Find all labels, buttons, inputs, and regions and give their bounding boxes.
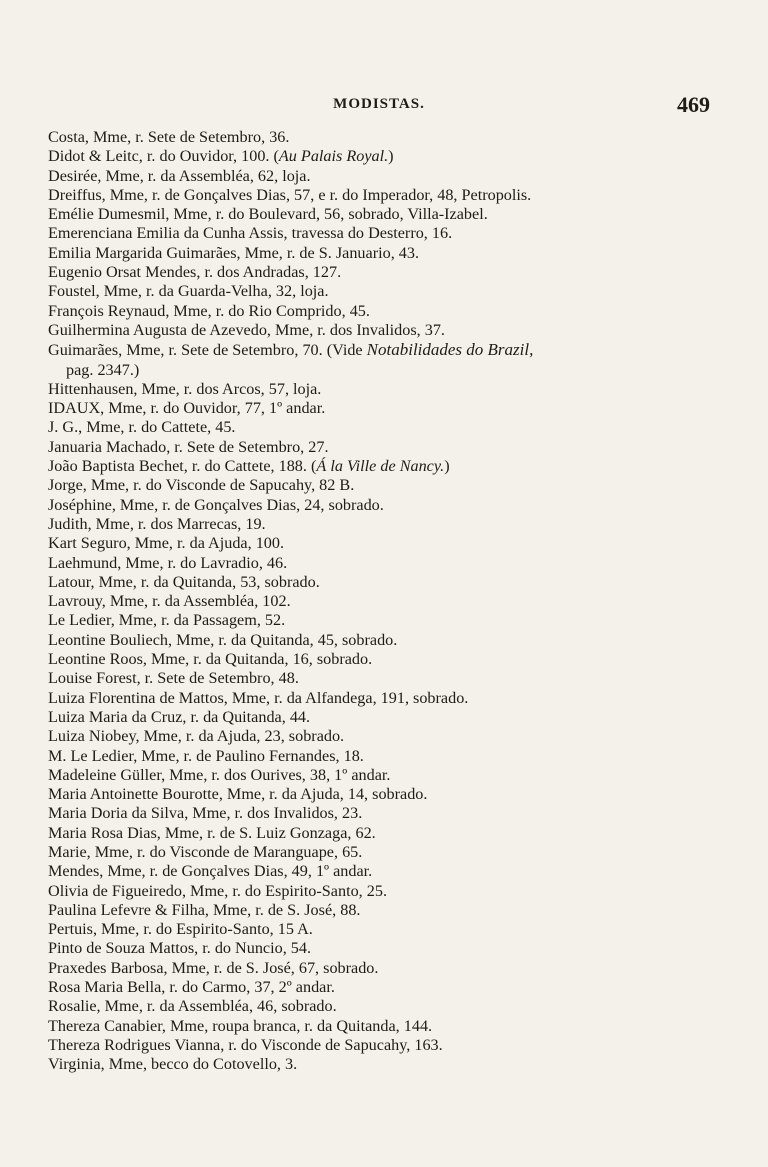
- entry-text: Thereza Rodrigues Vianna, r. do Visconde de Sapucahy, 163.: [48, 1035, 443, 1054]
- shop-name: Au Palais Royal.: [278, 147, 389, 166]
- directory-list: [48, 128, 728, 1075]
- list-item: [48, 804, 728, 823]
- entry-text: M. Le Ledier, Mme, r. de Paulino Fernandes, 18.: [48, 746, 364, 765]
- entry-text: Leontine Roos, Mme, r. da Quitanda, 16, sobrado.: [48, 650, 373, 669]
- list-item: [48, 1055, 728, 1074]
- list-item: [48, 399, 728, 418]
- list-item: [48, 282, 728, 301]
- shop-name: Á la Ville de Nancy.: [316, 457, 445, 476]
- entry-text: Eugenio Orsat Mendes, r. dos Andradas, 127.: [48, 263, 342, 282]
- list-item: [48, 224, 728, 243]
- list-item: [48, 186, 728, 205]
- entry-text: Emilia Margarida Guimarães, Mme, r. de S. Januario, 43.: [48, 243, 420, 262]
- list-item: [48, 1036, 728, 1055]
- entry-text: João Baptista Bechet, r. do Cattete, 188. (: [48, 457, 317, 476]
- entry-text: Maria Rosa Dias, Mme, r. de S. Luiz Gonzaga, 62.: [48, 823, 376, 842]
- list-item: [48, 920, 728, 939]
- list-item: [48, 592, 728, 611]
- list-item: [48, 939, 728, 958]
- list-item: [48, 496, 728, 515]
- list-item: [48, 244, 728, 263]
- list-item: [48, 843, 728, 862]
- list-item: [48, 689, 728, 708]
- list-item: [48, 457, 728, 476]
- entry-text: Joséphine, Mme, r. de Gonçalves Dias, 24, sobrado.: [48, 495, 384, 514]
- entry-text: Mendes, Mme, r. de Gonçalves Dias, 49, 1º andar.: [48, 862, 373, 881]
- entry-text: Virginia, Mme, becco do Cotovello, 3.: [48, 1055, 298, 1074]
- list-item: [48, 205, 728, 224]
- entry-text: Rosa Maria Bella, r. do Carmo, 37, 2º andar.: [48, 978, 335, 997]
- list-item: [48, 882, 728, 901]
- entry-text: Pinto de Souza Mattos, r. do Nuncio, 54.: [48, 939, 312, 958]
- list-item: [48, 340, 728, 360]
- running-head: MODISTAS.: [333, 96, 425, 112]
- list-item: [48, 650, 728, 669]
- entry-text: Kart Seguro, Mme, r. da Ajuda, 100.: [48, 534, 285, 553]
- entry-text: Praxedes Barbosa, Mme, r. de S. José, 67, sobrado.: [48, 958, 379, 977]
- list-item: [48, 631, 728, 650]
- entry-text: Didot & Leitc, r. do Ouvidor, 100. (: [48, 147, 279, 166]
- list-item: [48, 418, 728, 437]
- list-item: [48, 862, 728, 881]
- list-item-continuation: [48, 361, 728, 380]
- entry-text: Olivia de Figueiredo, Mme, r. do Espirito-Santo, 25.: [48, 881, 387, 900]
- list-item: [48, 669, 728, 688]
- entry-text: Guilhermina Augusta de Azevedo, Mme, r. dos Invalidos, 37.: [48, 320, 445, 339]
- list-item: [48, 128, 728, 147]
- list-item: [48, 766, 728, 785]
- list-item: [48, 727, 728, 746]
- list-item: [48, 554, 728, 573]
- entry-text: Maria Doria da Silva, Mme, r. dos Invalidos, 23.: [48, 804, 363, 823]
- entry-text: Leontine Bouliech, Mme, r. da Quitanda, 45, sobrado.: [48, 630, 398, 649]
- entry-text: Emerenciana Emilia da Cunha Assis, travessa do Desterro, 16.: [48, 224, 453, 243]
- list-item: [48, 438, 728, 457]
- entry-text: Louise Forest, r. Sete de Setembro, 48.: [48, 669, 299, 688]
- entry-text: Le Ledier, Mme, r. da Passagem, 52.: [48, 611, 286, 630]
- reference-title: Notabilidades do Brazil,: [366, 340, 534, 360]
- list-item: [48, 515, 728, 534]
- entry-text: François Reynaud, Mme, r. do Rio Comprido, 45.: [48, 301, 370, 320]
- page-number: 469: [677, 92, 710, 117]
- entry-text: Hittenhausen, Mme, r. dos Arcos, 57, loja.: [48, 379, 322, 398]
- entry-text: Maria Antoinette Bourotte, Mme, r. da Ajuda, 14, sobrado.: [48, 785, 428, 804]
- list-item: [48, 302, 728, 321]
- list-item: [48, 824, 728, 843]
- list-item: [48, 611, 728, 630]
- list-item: [48, 978, 728, 997]
- page-header: [48, 92, 710, 118]
- entry-text: Guimarães, Mme, r. Sete de Setembro, 70. (Vide: [48, 341, 367, 360]
- entry-text: Luiza Niobey, Mme, r. da Ajuda, 23, sobrado.: [48, 727, 345, 746]
- list-item: [48, 573, 728, 592]
- list-item: [48, 167, 728, 186]
- entry-text: Emélie Dumesmil, Mme, r. do Boulevard, 56, sobrado, Villa-Izabel.: [48, 205, 488, 224]
- list-item: [48, 380, 728, 399]
- entry-text: J. G., Mme, r. do Cattete, 45.: [48, 418, 236, 437]
- entry-text: Lavrouy, Mme, r. da Assembléa, 102.: [48, 592, 291, 611]
- entry-text: Paulina Lefevre & Filha, Mme, r. de S. José, 88.: [48, 900, 361, 919]
- entry-text: Thereza Canabier, Mme, roupa branca, r. da Quitanda, 144.: [48, 1016, 433, 1035]
- entry-text-end: ): [444, 457, 450, 476]
- entry-text: Judith, Mme, r. dos Marrecas, 19.: [48, 514, 266, 533]
- list-item: [48, 997, 728, 1016]
- list-item: [48, 708, 728, 727]
- entry-text: Luiza Florentina de Mattos, Mme, r. da Alfandega, 191, sobrado.: [48, 688, 469, 707]
- entry-text: Rosalie, Mme, r. da Assembléa, 46, sobrado.: [48, 997, 337, 1016]
- entry-text: pag. 2347.): [66, 360, 140, 379]
- list-item: [48, 263, 728, 282]
- list-item: [48, 901, 728, 920]
- list-item: [48, 747, 728, 766]
- list-item: [48, 959, 728, 978]
- entry-text: Pertuis, Mme, r. do Espirito-Santo, 15 A.: [48, 920, 313, 939]
- entry-text: Madeleine Güller, Mme, r. dos Ourives, 38, 1º andar.: [48, 765, 391, 784]
- list-item: [48, 534, 728, 553]
- entry-text: Dreiffus, Mme, r. de Gonçalves Dias, 57, e r. do Imperador, 48, Petropolis.: [48, 185, 532, 204]
- entry-text: Marie, Mme, r. do Visconde de Maranguape, 65.: [48, 842, 363, 861]
- list-item: [48, 785, 728, 804]
- list-item: [48, 321, 728, 340]
- entry-text: Desirée, Mme, r. da Assembléa, 62, loja.: [48, 166, 311, 185]
- list-item: [48, 476, 728, 495]
- entry-text: IDAUX, Mme, r. do Ouvidor, 77, 1º andar.: [48, 399, 326, 418]
- entry-text: Januaria Machado, r. Sete de Setembro, 27.: [48, 437, 329, 456]
- entry-text: Laehmund, Mme, r. do Lavradio, 46.: [48, 553, 288, 572]
- entry-text: Luiza Maria da Cruz, r. da Quitanda, 44.: [48, 707, 311, 726]
- entry-text: Costa, Mme, r. Sete de Setembro, 36.: [48, 128, 290, 146]
- entry-text: Jorge, Mme, r. do Visconde de Sapucahy, 82 B.: [48, 476, 355, 495]
- entry-text: Foustel, Mme, r. da Guarda-Velha, 32, loja.: [48, 282, 329, 301]
- list-item: [48, 1017, 728, 1036]
- entry-text-end: ): [388, 147, 394, 166]
- entry-text: Latour, Mme, r. da Quitanda, 53, sobrado.: [48, 572, 320, 591]
- list-item: [48, 147, 728, 166]
